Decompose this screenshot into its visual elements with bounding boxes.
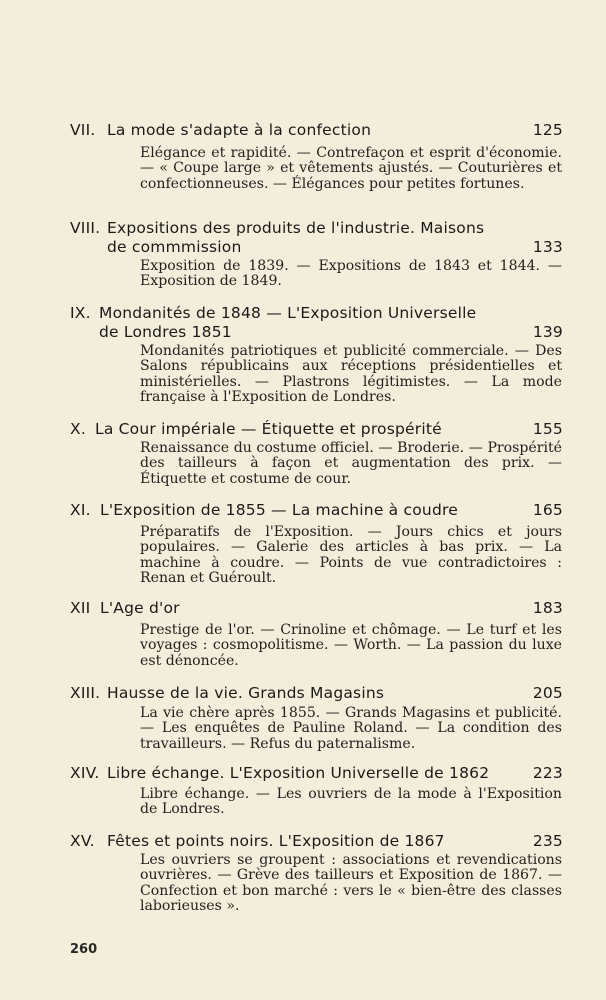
chapter-title [107, 219, 484, 257]
chapter-page-number: 235 [532, 832, 563, 850]
chapter-title [107, 121, 371, 140]
chapter-page-number: 139 [532, 323, 563, 341]
chapter-page-number: 133 [532, 238, 563, 256]
chapter-title [100, 501, 458, 520]
chapter-title-continuation: de commmission [107, 238, 242, 256]
chapter-number: XV. [70, 832, 95, 850]
chapter-title-text: Libre échange. L'Exposition Universelle de 1862 [107, 764, 490, 782]
chapter-title-text: La Cour impériale — Étiquette et prospérité [95, 420, 442, 438]
chapter-title-text: Expositions des produits de l'industrie. Maisons [107, 219, 485, 237]
chapter-title-text: La mode s'adapte à la confection [107, 121, 372, 139]
chapter-number: VII. [70, 121, 96, 139]
chapter-title-text: L'Age d'or [100, 599, 180, 617]
chapter-summary: Prestige de l'or. — Crinoline et chômage. — Le turf et les voyages : cosmopolitisme. — Worth. — La passion du luxe est dénoncée. [140, 622, 562, 669]
chapter-number: XI. [70, 501, 91, 519]
chapter-summary: Exposition de 1839. — Expositions de 1843 et 1844. — Exposition de 1849. [140, 258, 562, 290]
chapter-title [95, 420, 442, 439]
chapter-summary: Libre échange. — Les ouvriers de la mode à l'Exposition de Londres. [140, 786, 562, 818]
chapter-page-number: 125 [532, 121, 563, 139]
chapter-summary: Elégance et rapidité. — Contrefaçon et esprit d'économie. — « Coupe large » et vêtements ajustés. — Couturières et confectionneuses. — Élégances pour petites fortunes. [140, 145, 562, 192]
chapter-summary: Renaissance du costume officiel. — Broderie. — Prospérité des tailleurs à façon et augmentation des prix. — Étiquette et costume de cour. [140, 440, 562, 487]
chapter-title-text: Hausse de la vie. Grands Magasins [107, 684, 385, 702]
chapter-title [107, 832, 445, 851]
chapter-summary: Mondanités patriotiques et publicité commerciale. — Des Salons républicains aux réceptions présidentielles et ministérielles. — Plastrons légitimistes. — La mode française à l'Exposition de Londres. [140, 343, 562, 405]
chapter-page-number: 183 [532, 599, 563, 617]
chapter-number: XIII. [70, 684, 101, 702]
chapter-title-text: L'Exposition de 1855 — La machine à coudre [100, 501, 458, 519]
chapter-summary: Préparatifs de l'Exposition. — Jours chics et jours populaires. — Galerie des articles à bas prix. — La machine à coudre. — Points de vue contradictoires : Renan et Guéroult. [140, 524, 562, 586]
chapter-page-number: 223 [532, 764, 563, 782]
chapter-title-text: Fêtes et points noirs. L'Exposition de 1867 [107, 832, 445, 850]
chapter-summary: Les ouvriers se groupent : associations et revendications ouvrières. — Grève des tailleurs et Exposition de 1867. — Confection et bon marché : vers le « bien-être des classes laborieuses ». [140, 852, 562, 914]
chapter-page-number: 155 [532, 420, 563, 438]
chapter-page-number: 205 [532, 684, 563, 702]
chapter-title-text: Mondanités de 1848 — L'Exposition Universelle [99, 304, 477, 322]
chapter-title-continuation: de Londres 1851 [99, 323, 232, 341]
chapter-number: XII [70, 599, 91, 617]
chapter-number: IX. [70, 304, 91, 322]
chapter-title [100, 599, 180, 618]
chapter-number: XIV. [70, 764, 100, 782]
chapter-title [99, 304, 476, 342]
page-folio: 260 [70, 942, 98, 957]
chapter-number: X. [70, 420, 86, 438]
chapter-title [107, 684, 384, 703]
chapter-title [107, 764, 489, 783]
chapter-summary: La vie chère après 1855. — Grands Magasins et publicité. — Les enquêtes de Pauline Roland. — La condition des travailleurs. — Refus du paternalisme. [140, 705, 562, 752]
chapter-number: VIII. [70, 219, 101, 237]
chapter-page-number: 165 [532, 501, 563, 519]
